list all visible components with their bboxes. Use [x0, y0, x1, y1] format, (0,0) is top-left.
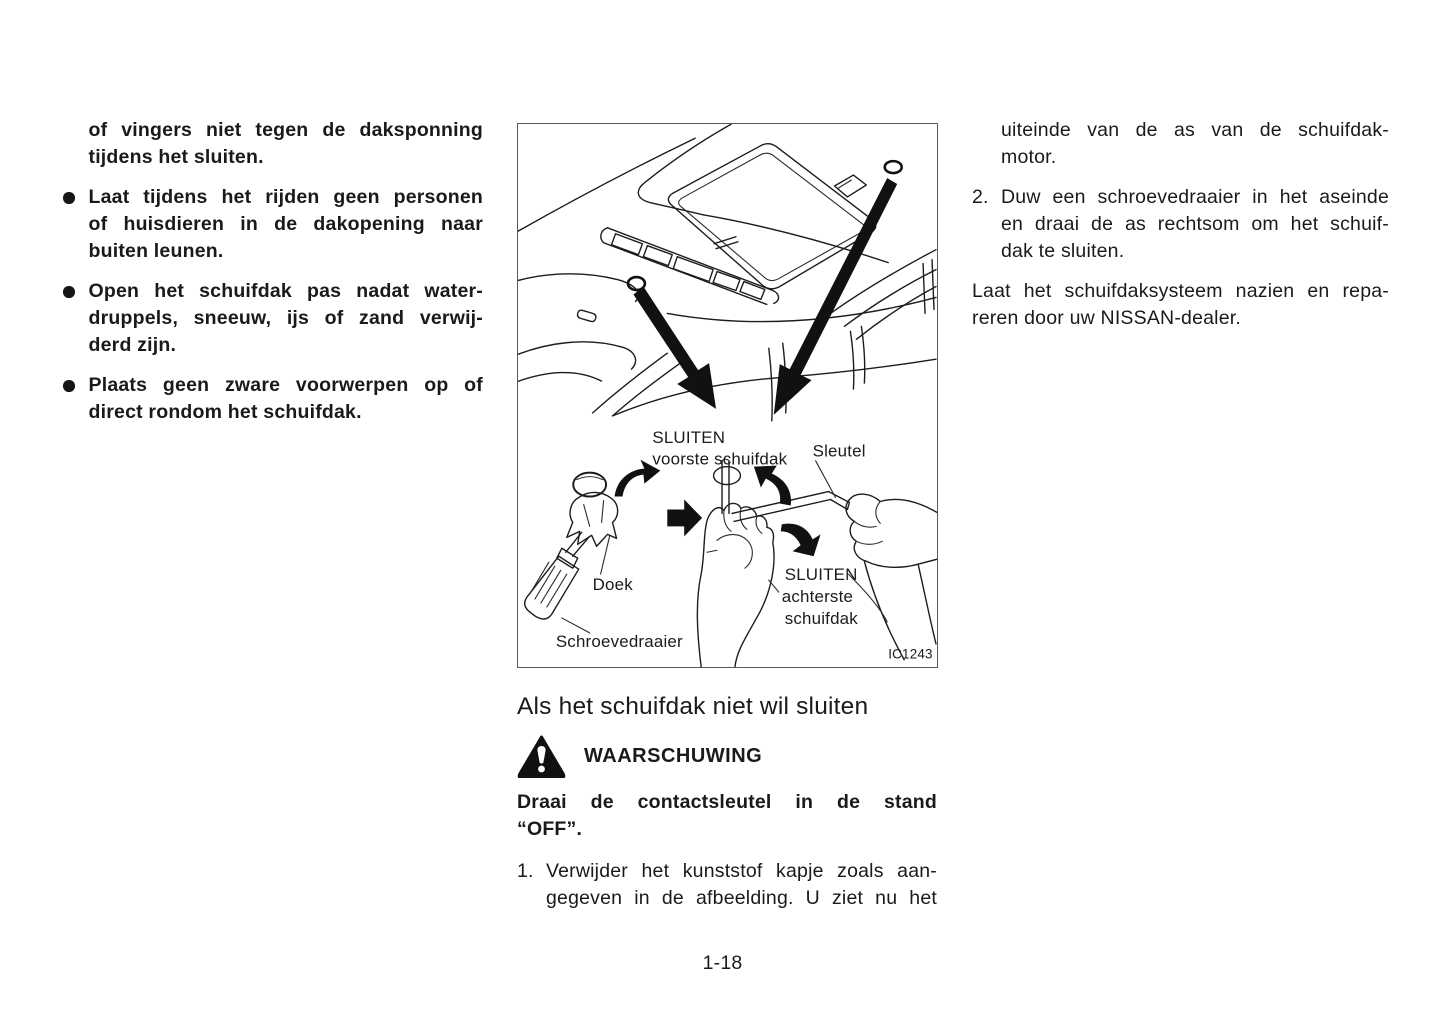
- figure-code: IC1243: [888, 646, 933, 662]
- bullet-dot-icon: [63, 192, 75, 204]
- label-close-rear-2: achterste: [781, 587, 854, 607]
- text-line: motor.: [1001, 146, 1057, 168]
- sunroof-illustration: [517, 123, 938, 668]
- bullet-item: [63, 184, 483, 265]
- rotate-ccw-arrow-icon: [754, 466, 791, 506]
- hands-key-drawing: [697, 459, 937, 667]
- warning-triangle-icon: [517, 735, 566, 778]
- text-line: of vingers niet tegen de daksponning: [88, 119, 483, 141]
- roof-drawing: [518, 124, 936, 421]
- text-line: Verwijder het kunststof kapje zoals aan-: [546, 860, 937, 882]
- text-line: buiten leunen.: [88, 240, 224, 262]
- text-line: derd zijn.: [88, 334, 177, 356]
- warning-paragraph: [517, 789, 937, 843]
- text-line: “OFF”.: [517, 818, 583, 840]
- screwdriver-drawing: [525, 460, 661, 633]
- text-line: Plaats geen zware voorwerpen op of: [88, 374, 483, 396]
- step-1: [517, 858, 937, 912]
- section-heading: Als het schuifdak niet wil sluiten: [517, 693, 869, 720]
- bullet-item: [63, 372, 483, 426]
- label-close-rear: SLUITEN: [784, 565, 858, 585]
- label-cloth: Doek: [592, 575, 633, 595]
- sunroof-illustration-svg: [518, 124, 937, 667]
- text-line: Duw een schroevedraaier in het aseinde: [1001, 186, 1389, 208]
- text-line: druppels, sneeuw, ijs of zand verwij-: [88, 307, 483, 329]
- right-column: [972, 117, 1389, 332]
- label-screwdriver: Schroevedraaier: [555, 631, 683, 651]
- left-column: [63, 117, 483, 426]
- step-number: 1.: [517, 860, 534, 882]
- bullet-dot-icon: [63, 286, 75, 298]
- text-line: dak te sluiten.: [1001, 240, 1125, 262]
- intro-paragraph: [89, 117, 484, 171]
- text-line: Laat tijdens het rijden geen personen: [88, 186, 483, 208]
- middle-column: [517, 692, 937, 912]
- label-key: Sleutel: [812, 441, 866, 461]
- text-line: uiteinde van de as van de schuifdak-: [1001, 119, 1389, 141]
- text-line: Draai de contactsleutel in de stand: [517, 791, 937, 813]
- label-close-rear-3: schuifdak: [784, 608, 858, 628]
- step-1-continuation: [1001, 117, 1389, 171]
- text-line: Laat het schuifdaksysteem nazien en repa-: [972, 280, 1389, 302]
- rear-cap-ring: [885, 161, 902, 173]
- warning-header: [517, 735, 937, 778]
- text-line: direct rondom het schuifdak.: [88, 401, 362, 423]
- warning-label: WAARSCHUWING: [584, 745, 763, 767]
- bullet-item: [63, 278, 483, 359]
- step-2: [972, 184, 1389, 265]
- label-close-front: SLUITEN: [652, 427, 726, 447]
- text-line: tijdens het sluiten.: [88, 146, 264, 168]
- closing-paragraph: [972, 278, 1389, 332]
- text-line: of huisdieren in de dakopening naar: [88, 213, 483, 235]
- front-cap-arrow: [633, 287, 716, 409]
- right-arrow-icon: [667, 500, 702, 537]
- bullet-dot-icon: [63, 380, 75, 392]
- text-line: Open het schuifdak pas nadat water-: [88, 280, 483, 302]
- step-number: 2.: [972, 186, 989, 208]
- rotate-cw-arrow-icon: [781, 524, 821, 557]
- page-number: 1-18: [702, 952, 743, 974]
- text-line: reren door uw NISSAN-dealer.: [972, 307, 1241, 329]
- text-line: en draai de as rechtsom om het schuif-: [1001, 213, 1389, 235]
- label-close-front-2: voorste schuifdak: [652, 449, 788, 469]
- text-line: gegeven in de afbeelding. U ziet nu het: [546, 887, 937, 909]
- rear-cap-arrow: [774, 178, 897, 415]
